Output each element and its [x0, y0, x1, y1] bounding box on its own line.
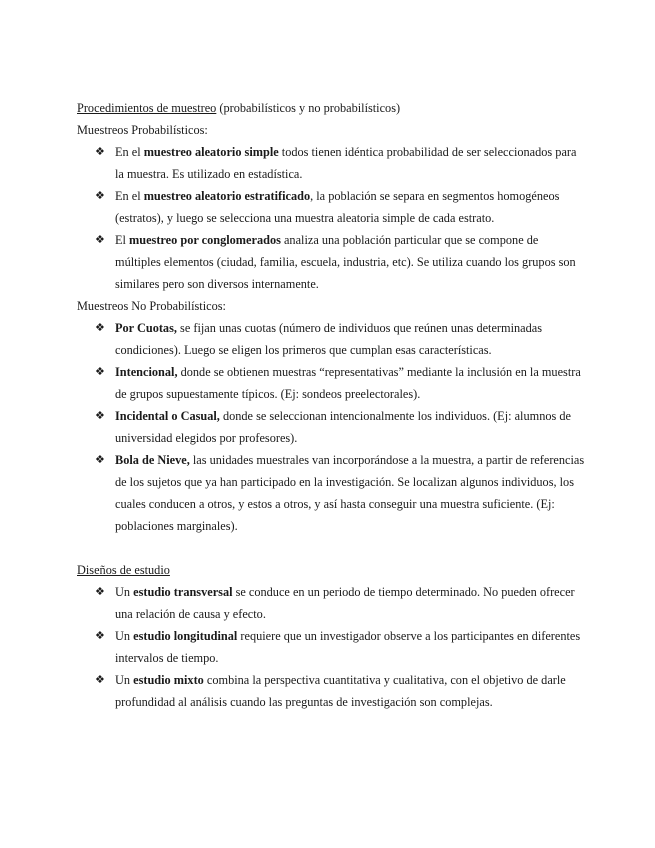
section-title-muestreo	[77, 97, 587, 119]
diamond-bullet-icon: ❖	[95, 585, 105, 598]
diamond-bullet-icon: ❖	[95, 453, 105, 466]
diamond-bullet-icon: ❖	[95, 233, 105, 246]
list-item: ❖ Por Cuotas, se fijan unas cuotas (número de individuos que reúnen unas determinadas condiciones). Luego se eligen los primeros que cumplan esas características.	[115, 317, 587, 361]
diamond-bullet-icon: ❖	[95, 145, 105, 158]
list-item: ❖ En el muestreo aleatorio simple todos tienen idéntica probabilidad de ser seleccionados para la muestra. Es utilizado en estadística.	[115, 141, 587, 185]
section-title-disenos	[77, 559, 587, 581]
disenos-list	[77, 581, 587, 713]
diamond-bullet-icon: ❖	[95, 365, 105, 378]
list-item: ❖ Intencional, donde se obtienen muestras “representativas” mediante la inclusión en la muestra de grupos supuestamente típicos. (Ej: sondeos preelectorales).	[115, 361, 587, 405]
diamond-bullet-icon: ❖	[95, 629, 105, 642]
list-item: ❖ El muestreo por conglomerados analiza una población particular que se compone de múltiples elementos (ciudad, familia, escuela, industria, etc). Se utiliza cuando los grupos son similares pero son diversos internamente.	[115, 229, 587, 295]
section-title-underlined: Procedimientos de muestreo	[77, 101, 217, 115]
diamond-bullet-icon: ❖	[95, 673, 105, 686]
section-title-rest: (probabilísticos y no probabilísticos)	[216, 101, 401, 115]
list-item: ❖ Bola de Nieve, las unidades muestrales van incorporándose a la muestra, a partir de referencias de los sujetos que ya han participado en la investigación. Se localizan algunos individuos, los cuales conducen a otros, y estos a otros, y así hasta conseguir una muestra suficiente. (Ej: poblaciones marginales).	[115, 449, 587, 537]
prob-list	[77, 141, 587, 295]
list-item: ❖ Un estudio mixto combina la perspectiva cuantitativa y cualitativa, con el objetivo de darle profundidad al análisis cuando las preguntas de investigación son complejas.	[115, 669, 587, 713]
noprob-list	[77, 317, 587, 537]
list-item: ❖ Un estudio longitudinal requiere que un investigador observe a los participantes en diferentes intervalos de tiempo.	[115, 625, 587, 669]
prob-heading: Muestreos Probabilísticos:	[77, 123, 208, 137]
list-item: ❖ Un estudio transversal se conduce en un periodo de tiempo determinado. No pueden ofrecer una relación de causa y efecto.	[115, 581, 587, 625]
diamond-bullet-icon: ❖	[95, 189, 105, 202]
diamond-bullet-icon: ❖	[95, 321, 105, 334]
spacer	[77, 537, 587, 559]
list-item: ❖ Incidental o Casual, donde se seleccionan intencionalmente los individuos. (Ej: alumnos de universidad elegidos por profesores).	[115, 405, 587, 449]
diamond-bullet-icon: ❖	[95, 409, 105, 422]
noprob-heading: Muestreos No Probabilísticos:	[77, 299, 226, 313]
list-item: ❖ En el muestreo aleatorio estratificado, la población se separa en segmentos homogéneos (estratos), y luego se selecciona una muestra aleatoria simple de cada estrato.	[115, 185, 587, 229]
document-page	[77, 97, 587, 713]
section-title-underlined: Diseños de estudio	[77, 563, 170, 577]
